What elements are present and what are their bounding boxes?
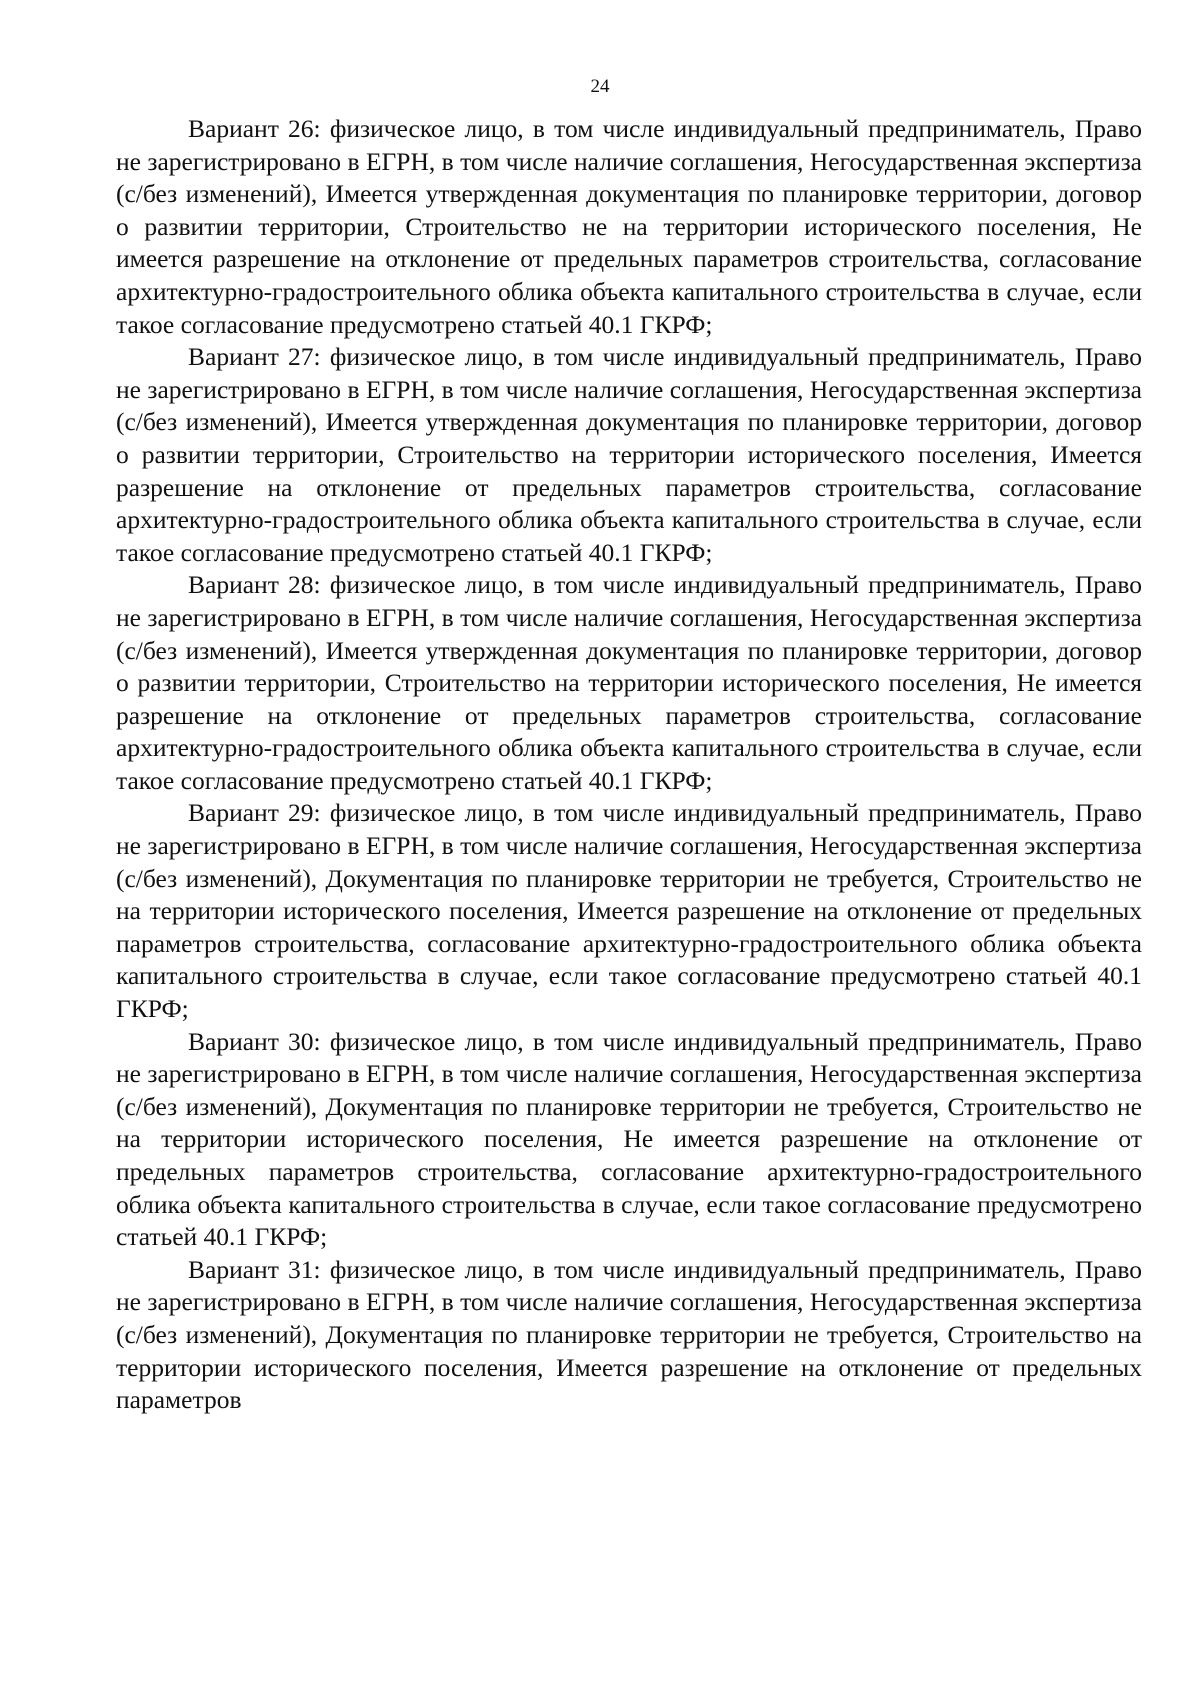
document-body: [116, 113, 1142, 1417]
variant-27-paragraph: Вариант 27: физическое лицо, в том числе индивидуальный предприниматель, Право не зарегистрировано в ЕГРН, в том числе наличие соглашения, Негосударственная экспертиза (с/без изменений), Имеется утвержденная документация по планировке территории, договор о развитии территории, Строительство на территории исторического поселения, Имеется разрешение на отклонение от предельных параметров строительства, согласование архитектурно-градостроительного облика объекта капитального строительства в случае, если такое согласование предусмотрено статьей 40.1 ГКРФ;: [116, 342, 1142, 567]
variant-28-paragraph: Вариант 28: физическое лицо, в том числе индивидуальный предприниматель, Право не зарегистрировано в ЕГРН, в том числе наличие соглашения, Негосударственная экспертиза (с/без изменений), Имеется утвержденная документация по планировке территории, договор о развитии территории, Строительство на территории исторического поселения, Не имеется разрешение на отклонение от предельных параметров строительства, согласование архитектурно-градостроительного облика объекта капитального строительства в случае, если такое согласование предусмотрено статьей 40.1 ГКРФ;: [116, 570, 1142, 795]
variant-30-paragraph: Вариант 30: физическое лицо, в том числе индивидуальный предприниматель, Право не зарегистрировано в ЕГРН, в том числе наличие соглашения, Негосударственная экспертиза (с/без изменений), Документация по планировке территории не требуется, Строительство не на территории исторического поселения, Не имеется разрешение на отклонение от предельных параметров строительства, согласование архитектурно-градостроительного облика объекта капитального строительства в случае, если такое согласование предусмотрено статьей 40.1 ГКРФ;: [116, 1026, 1142, 1252]
page-number: 24: [590, 76, 610, 97]
variant-26-paragraph: Вариант 26: физическое лицо, в том числе индивидуальный предприниматель, Право не зарегистрировано в ЕГРН, в том числе наличие соглашения, Негосударственная экспертиза (с/без изменений), Имеется утвержденная документация по планировке территории, договор о развитии территории, Строительство не на территории исторического поселения, Не имеется разрешение на отклонение от предельных параметров строительства, согласование архитектурно-градостроительного облика объекта капитального строительства в случае, если такое согласование предусмотрено статьей 40.1 ГКРФ;: [116, 114, 1142, 339]
variant-31-paragraph: Вариант 31: физическое лицо, в том числе индивидуальный предприниматель, Право не зарегистрировано в ЕГРН, в том числе наличие соглашения, Негосударственная экспертиза (с/без изменений), Документация по планировке территории не требуется, Строительство на территории исторического поселения, Имеется разрешение на отклонение от предельных параметров: [116, 1254, 1142, 1415]
variant-29-paragraph: Вариант 29: физическое лицо, в том числе индивидуальный предприниматель, Право не зарегистрировано в ЕГРН, в том числе наличие соглашения, Негосударственная экспертиза (с/без изменений), Документация по планировке территории не требуется, Строительство не на территории исторического поселения, Имеется разрешение на отклонение от предельных параметров строительства, согласование архитектурно-градостроительного облика объекта капитального строительства в случае, если такое согласование предусмотрено статьей 40.1 ГКРФ;: [116, 798, 1142, 1024]
